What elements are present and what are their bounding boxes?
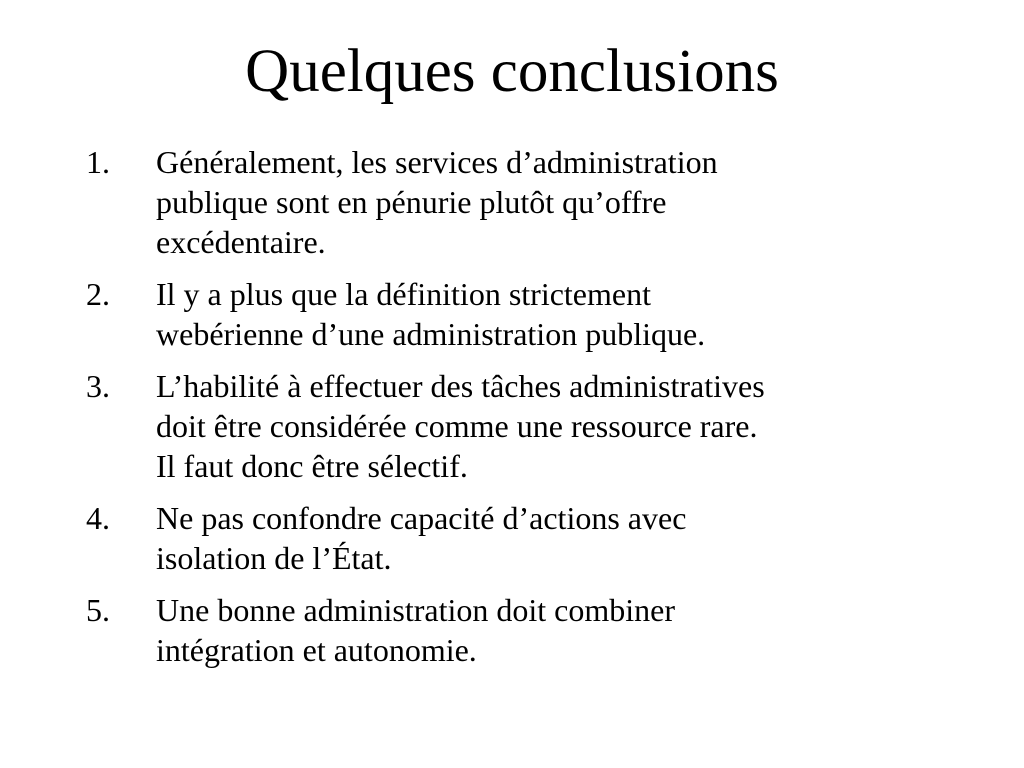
list-item [86, 366, 946, 486]
list-item [86, 498, 946, 578]
list-item-line: intégration et autonomie. [156, 632, 477, 668]
conclusions-list [86, 142, 946, 682]
list-item [86, 590, 946, 670]
list-item [86, 142, 946, 262]
list-item-number: 3. [86, 368, 110, 404]
list-item-number: 5. [86, 592, 110, 628]
list-item-line: Une bonne administration doit combiner [156, 592, 675, 628]
list-item-line: publique sont en pénurie plutôt qu’offre [156, 184, 667, 220]
list-item-line: Il y a plus que la définition strictement [156, 276, 651, 312]
list-item-line: excédentaire. [156, 224, 326, 260]
list-item-number: 2. [86, 276, 110, 312]
list-item-number: 4. [86, 500, 110, 536]
list-item-line: webérienne d’une administration publique. [156, 316, 706, 352]
list-item-line: doit être considérée comme une ressource rare. [156, 408, 758, 444]
list-item-line: Généralement, les services d’administration [156, 144, 718, 180]
slide-title: Quelques conclusions [245, 38, 779, 105]
list-item-line: L’habilité à effectuer des tâches administratives [156, 368, 765, 404]
list-item [86, 274, 946, 354]
list-item-number: 1. [86, 144, 110, 180]
list-item-line: isolation de l’État. [156, 540, 392, 576]
list-item-line: Ne pas confondre capacité d’actions avec [156, 500, 687, 536]
list-item-line: Il faut donc être sélectif. [156, 448, 468, 484]
